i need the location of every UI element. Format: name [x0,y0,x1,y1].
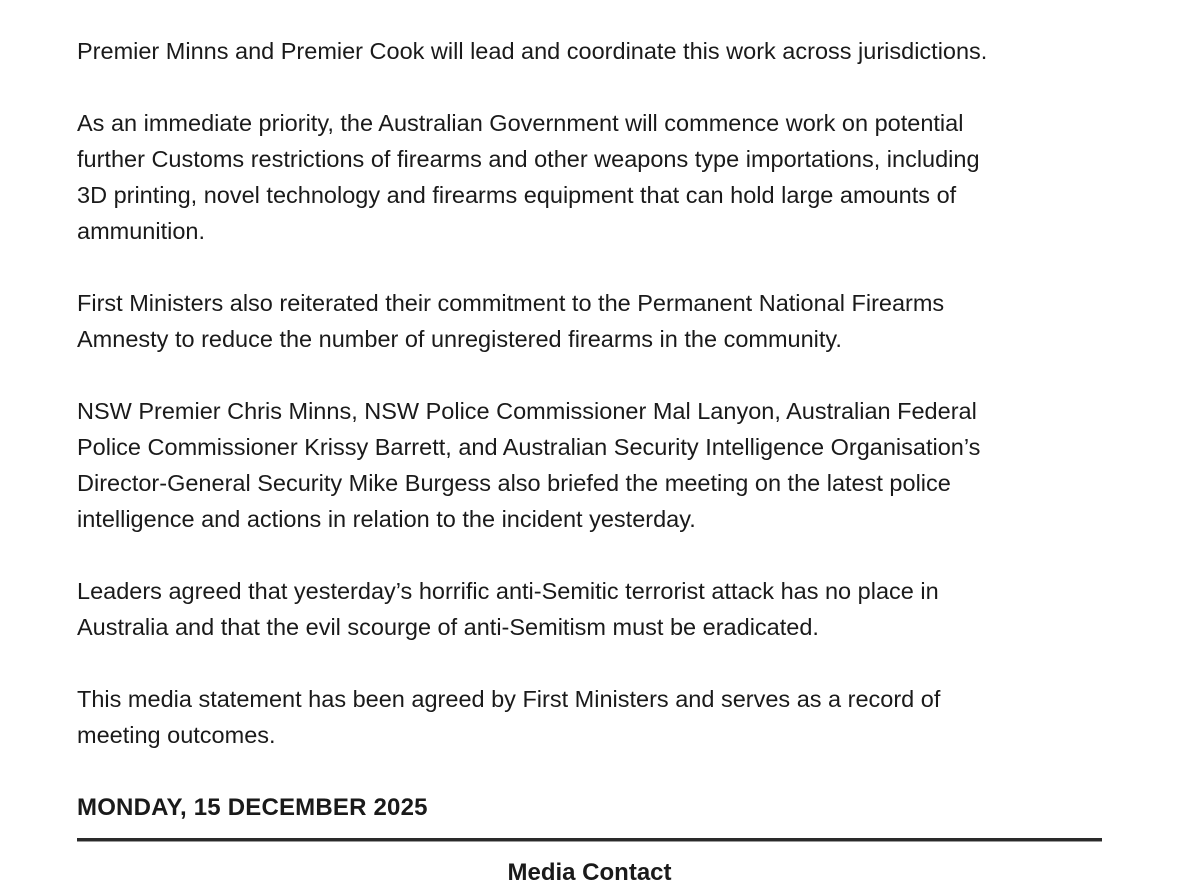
text-line: Director-General Security Mike Burgess also briefed the meeting on the latest police [77,470,951,496]
paragraph-customs-restrictions [77,105,1102,249]
clipped-previous-line [77,0,1102,4]
text-line: This media statement has been agreed by First Ministers and serves as a record of [77,686,941,712]
text-line: Premier Minns and Premier Cook will lead and coordinate this work across jurisdictions. [77,38,988,64]
text-line: Amnesty to reduce the number of unregistered firearms in the community. [77,326,842,352]
paragraph-firearms-amnesty [77,285,1102,357]
text-line: NSW Premier Chris Minns, NSW Police Commissioner Mal Lanyon, Australian Federal [77,398,977,424]
date-line: MONDAY, 15 DECEMBER 2025 [77,794,428,821]
text-line: further Customs restrictions of firearms and other weapons type importations, including [77,146,980,172]
text-line: Leaders agreed that yesterday’s horrific anti-Semitic terrorist attack has no place in [77,578,939,604]
text-line: As an immediate priority, the Australian Government will commence work on potential [77,110,964,136]
text-line: intelligence and actions in relation to the incident yesterday. [77,506,696,532]
text-line: meeting outcomes. [77,722,276,748]
text-line: Police Commissioner Krissy Barrett, and Australian Security Intelligence Organisation’s [77,434,981,460]
text-line: 3D printing, novel technology and firearms equipment that can hold large amounts of [77,182,957,208]
paragraph-media-statement [77,681,1102,753]
paragraph-lead-coordinate [77,33,1102,69]
paragraph-leaders-agreed [77,573,1102,645]
text-line: ammunition. [77,218,205,244]
paragraph-briefing [77,393,1102,537]
media-contact-heading: Media Contact [507,859,672,886]
text-line: Australia and that the evil scourge of anti-Semitism must be eradicated. [77,614,819,640]
media-statement-page [77,0,1102,886]
footer-divider [77,838,1102,842]
text-line: First Ministers also reiterated their commitment to the Permanent National Firearms [77,290,945,316]
